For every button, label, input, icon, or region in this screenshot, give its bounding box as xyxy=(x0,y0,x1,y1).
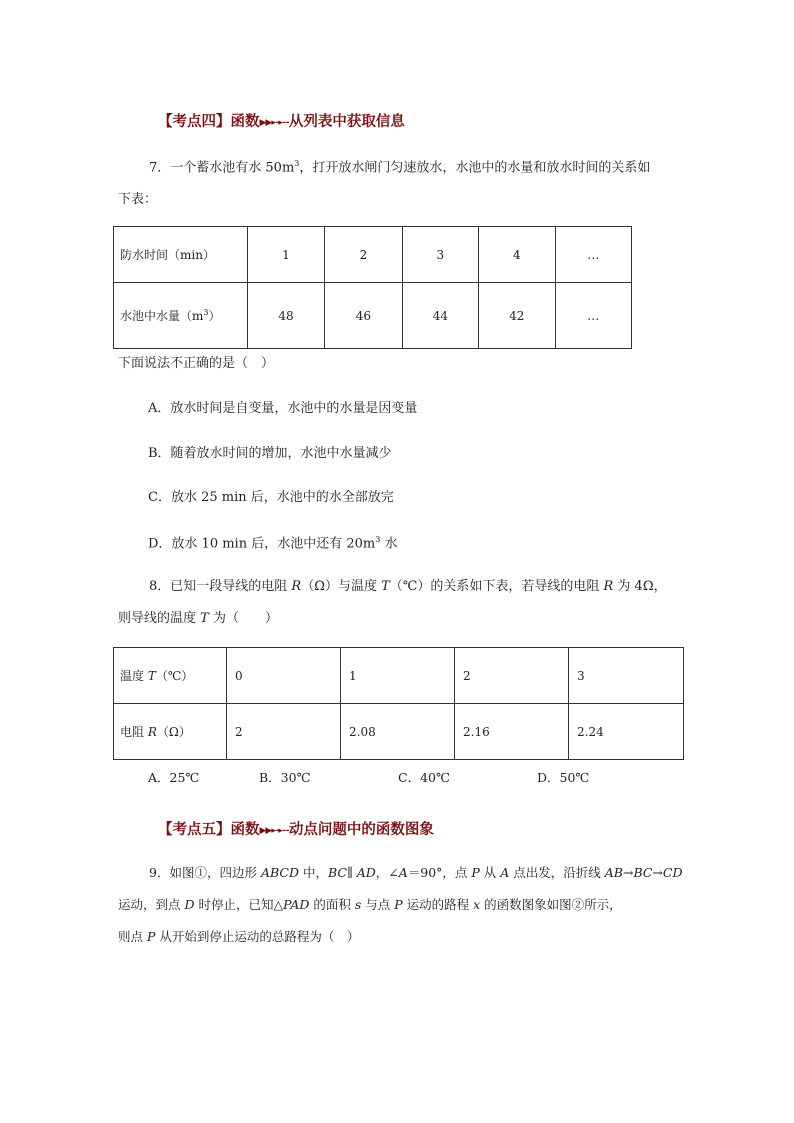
heading-label: 考点四 xyxy=(172,114,216,130)
heading-subtitle: 动点问题中的函数图象 xyxy=(288,822,434,838)
table-cell: 3 xyxy=(402,227,478,283)
q8-var-t: T xyxy=(381,579,390,594)
q8-option-b: B．30℃ xyxy=(259,770,311,785)
heading-subtitle: 从列表中获取信息 xyxy=(288,114,405,130)
q9-l1-b: 中， xyxy=(298,865,328,880)
q8-stem-line2 xyxy=(118,612,278,625)
q9-l1-e: ＝90°，点 xyxy=(407,865,472,880)
q7-option-a: A．放水时间是自变量，水池中的水量是因变量 xyxy=(148,401,418,416)
table-cell: 46 xyxy=(325,283,402,349)
q8-option-d: D．50℃ xyxy=(537,770,590,785)
section-heading-4 xyxy=(158,110,405,131)
q9-stem-line3 xyxy=(118,931,359,944)
q8-row1-head-a: 温度 xyxy=(120,669,148,683)
q7-stem-line2: 下表： xyxy=(118,192,158,207)
heading-bracket-close: 】 xyxy=(216,822,231,838)
arrow-decoration-icon: ▶▶▸⁃▸⁃⁃ xyxy=(259,826,289,836)
table-cell: 2 xyxy=(227,704,341,760)
q8-table xyxy=(113,647,684,760)
q9-l2-a: 运动，到点 xyxy=(118,897,185,912)
q8-var-t2: T xyxy=(200,611,209,626)
table-row xyxy=(114,648,684,704)
q9-var-s: s xyxy=(354,897,362,912)
table-cell: 1 xyxy=(247,227,324,283)
table-row xyxy=(114,704,684,760)
q9-l1-d: ，∠ xyxy=(375,865,399,880)
q7-option-d-a: D．放水 10 min 后，水池中还有 20m xyxy=(148,536,376,552)
table-cell: 2.24 xyxy=(569,704,684,760)
table-cell: 2 xyxy=(455,648,569,704)
table-row xyxy=(114,283,632,349)
table-cell: 4 xyxy=(479,227,555,283)
q7-table xyxy=(113,226,632,349)
q9-var-bc: BC xyxy=(327,865,347,880)
table-cell: 2.08 xyxy=(341,704,455,760)
q9-l1-g: 点出发，沿折线 xyxy=(509,865,605,880)
q9-var-p2: P xyxy=(394,897,403,912)
q7-row2-head-a: 水池中水量（m xyxy=(120,309,204,323)
q8-p3: （℃）的关系如下表，若导线的电阻 xyxy=(389,579,604,594)
q8-option-c: C．40℃ xyxy=(398,770,450,785)
q8-var-r2: R xyxy=(603,579,614,594)
q8-stem-line1 xyxy=(149,580,667,593)
q8-row1-head-var: T xyxy=(147,669,156,683)
heading-topic: 函数 xyxy=(230,114,260,130)
q8-row2-head-a: 电阻 xyxy=(120,725,148,739)
q8-option-a: A．25℃ xyxy=(148,770,200,785)
heading-label: 考点五 xyxy=(172,822,216,838)
table-cell: 44 xyxy=(402,283,478,349)
q9-l1-a: 9．如图①，四边形 xyxy=(149,865,261,880)
q9-var-p: P xyxy=(471,865,480,880)
q7-option-d-sup: 3 xyxy=(375,535,381,544)
q8-line2-b: 为（ ） xyxy=(208,611,278,626)
q9-stem-line2 xyxy=(118,899,622,912)
table-cell: 2 xyxy=(325,227,402,283)
q8-p2: （Ω）与温度 xyxy=(301,579,382,594)
table-cell: 0 xyxy=(227,648,341,704)
table-cell: … xyxy=(555,227,631,283)
q7-row2-head-sup: 3 xyxy=(203,308,209,317)
q9-l2-b: 时停止，已知△ xyxy=(194,897,284,912)
q9-l2-c: 的面积 xyxy=(309,897,355,912)
q8-row2-head-b: （Ω） xyxy=(156,725,191,739)
q7-stem-line1 xyxy=(149,160,650,174)
table-cell: 42 xyxy=(479,283,555,349)
q8-row2-head-var: R xyxy=(147,725,157,739)
q7-option-c: C．放水 25 min 后，水池中的水全部放完 xyxy=(148,490,394,505)
table-cell: … xyxy=(555,283,631,349)
q9-var-a: A xyxy=(398,865,408,880)
q9-l3-a: 则点 xyxy=(118,929,147,944)
q7-number: 7． xyxy=(149,160,171,176)
q9-l2-d2: 与点 xyxy=(361,897,395,912)
q9-var-d: D xyxy=(184,897,195,912)
q9-l1-c: ∥ xyxy=(346,865,357,880)
q7-stem-a: 一个蓄水池有水 50m xyxy=(170,160,295,176)
heading-bracket-open: 【 xyxy=(158,822,173,838)
q9-var-a2: A xyxy=(500,865,510,880)
table-cell: 1 xyxy=(341,648,455,704)
q9-l2-f: 的函数图象如图②所示， xyxy=(480,897,622,912)
table-cell: 48 xyxy=(247,283,324,349)
q8-row2-header xyxy=(114,704,227,760)
q9-var-x: x xyxy=(473,897,481,912)
q9-var-ad: AD xyxy=(356,865,376,880)
q8-var-r: R xyxy=(291,579,302,594)
q7-question: 下面说法不正确的是（ ） xyxy=(118,356,275,371)
q7-option-d xyxy=(148,536,397,550)
heading-bracket-close: 】 xyxy=(216,114,231,130)
q9-l3-b: 从开始到停止运动的总路程为（ ） xyxy=(155,929,360,944)
heading-topic: 函数 xyxy=(230,822,260,838)
q8-line2-a: 则导线的温度 xyxy=(118,611,201,626)
q8-row1-head-b: （℃） xyxy=(155,669,194,683)
q7-stem-sup: 3 xyxy=(294,159,300,168)
q9-l1-f: 从 xyxy=(479,865,501,880)
q9-var-abcd: ABCD xyxy=(260,865,299,880)
q8-p4: 为 4Ω， xyxy=(613,579,667,594)
q9-stem-line1 xyxy=(149,867,683,880)
table-cell: 2.16 xyxy=(455,704,569,760)
q7-option-b: B．随着放水时间的增加，水池中水量减少 xyxy=(148,446,392,461)
q7-option-d-b: 水 xyxy=(380,536,398,552)
q9-l2-e: 运动的路程 xyxy=(402,897,474,912)
q9-var-p3: P xyxy=(146,929,156,944)
q9-var-pad: PAD xyxy=(283,897,310,912)
q7-stem-b: ，打开放水闸门匀速放水，水池中的水量和放水时间的关系如 xyxy=(299,160,651,176)
q8-p1: 8．已知一段导线的电阻 xyxy=(149,579,292,594)
table-cell: 3 xyxy=(569,648,684,704)
q7-row1-header: 防水时间（min） xyxy=(114,227,248,283)
heading-bracket-open: 【 xyxy=(158,114,173,130)
section-heading-5 xyxy=(158,818,434,839)
q7-row2-header xyxy=(114,283,248,349)
q8-row1-header xyxy=(114,648,227,704)
q7-row2-head-b: ） xyxy=(208,309,221,323)
q9-var-path: AB→BC→CD xyxy=(604,865,683,880)
arrow-decoration-icon: ▶▶▸⁃▸⁃⁃ xyxy=(259,118,289,128)
table-row xyxy=(114,227,632,283)
